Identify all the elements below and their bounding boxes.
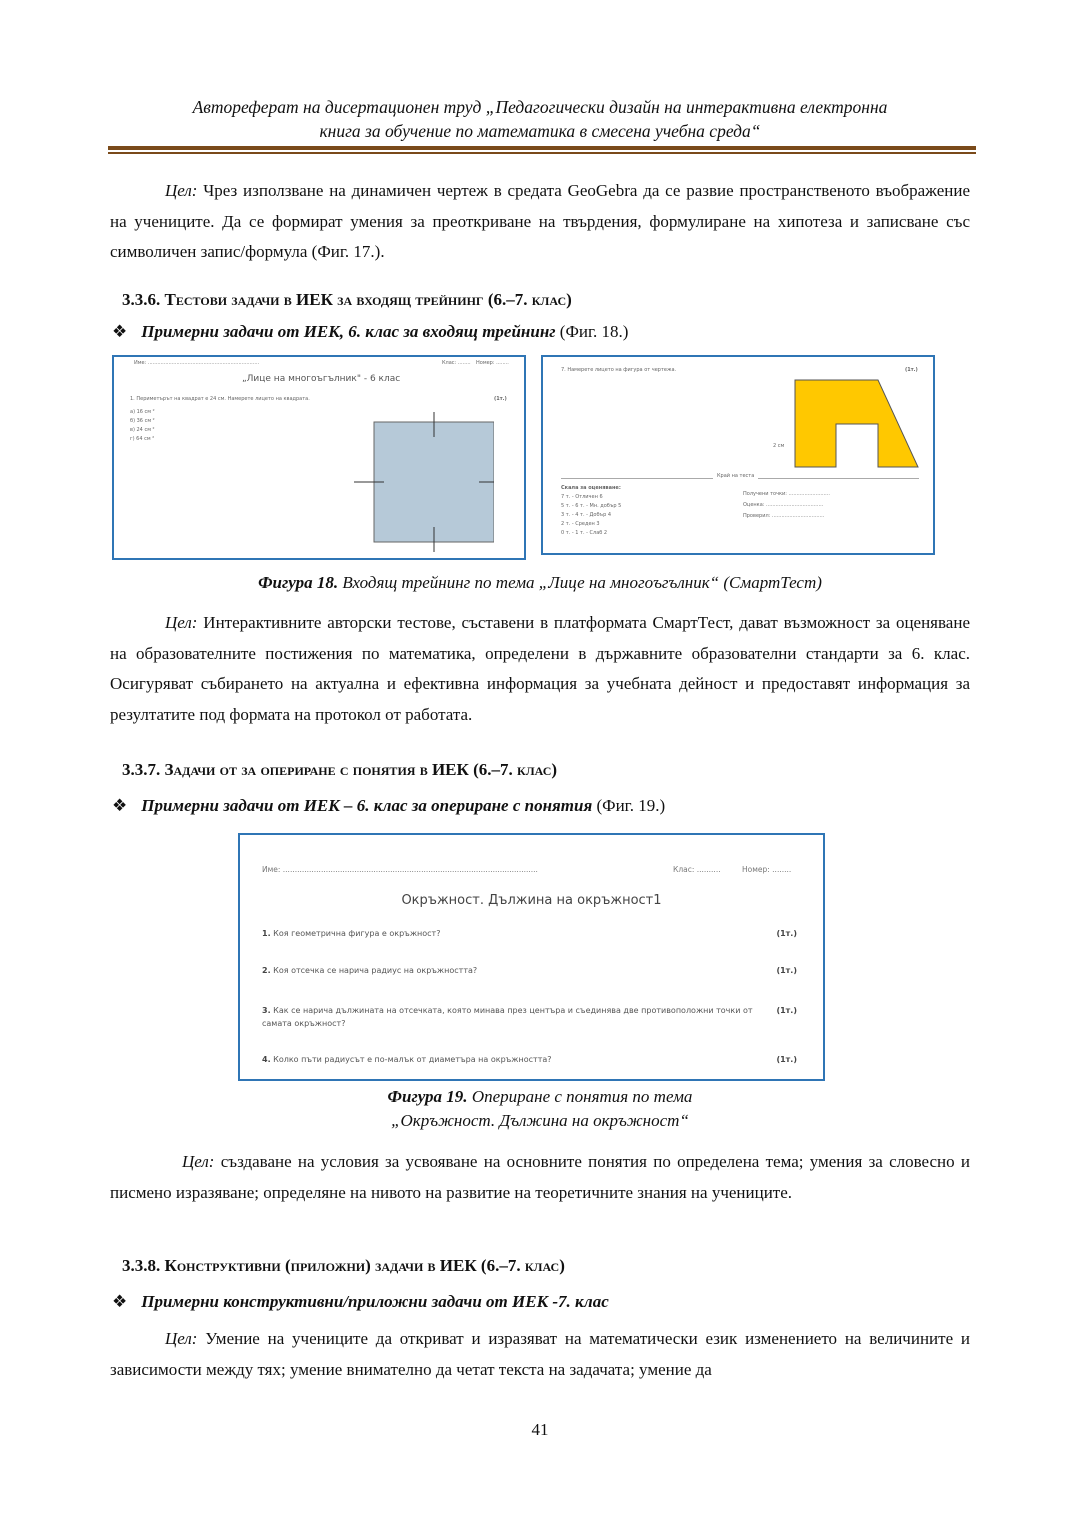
bullet-fig19: ❖ Примерни задачи от ИЕК – 6. клас за опериране с понятия (Фиг. 19.) xyxy=(112,796,666,815)
header-rule xyxy=(108,146,976,150)
question-4: 4. Колко пъти радиусът е по-малък от диаметъра на окръжността? (1т.) xyxy=(262,1055,797,1064)
figure-19: Име: ........................................................................................................... Клас: .......... Номер: ........ Окръжност. Дължина на окръжност1 1. Коя геометрична фигура е окръжност? (1т.) 2. Коя отсечка се нарича радиус на окръжността? (1т.) 3. Как се нарича дължината на отсечката, която минава през центъра и съединява две противоположни точки от самата окръжност? (1т.) 4. Колко пъти радиусът е по-малък от диаметъра на окръжността? (1т.) xyxy=(238,833,825,1081)
paragraph-goal-4: Цел: Умение на учениците да откриват и изразяват на математически език изменението на величините и зависимости между тях; умение внимателно да четат текста на задачата; умение да xyxy=(110,1329,970,1379)
question-2: 2. Коя отсечка се нарича радиус на окръжността? (1т.) xyxy=(262,966,797,975)
header-rule-thin xyxy=(108,152,976,154)
grading-scale: Скала за оценяване: 7 т. - Отличен 6 5 т. - 6 т. - Мн. добър 5 3 т. - 4 т. - Добър 4 2 т. - Среден 3 0 т. - 1 т. - Слаб 2 xyxy=(561,485,622,536)
polygon-drawing xyxy=(783,377,923,472)
square-drawing xyxy=(354,407,494,557)
paragraph-goal-2: Цел: Интерактивните авторски тестове, съставени в платформата СмартТест, дават възможност за оценяване на образователните постижения по математика, определени в държавните образователни стандарти за 6. клас. Осигуряват събирането на актуална и ефективна информация за учебната дейност и предоставят информация за резултатите под формата на протокол от работата. xyxy=(110,613,970,724)
bullet-icon: ❖ xyxy=(112,1292,128,1311)
section-heading-3-3-6: 3.3.6. Тестови задачи в ИЕК за входящ трейнинг (6.–7. клас) xyxy=(122,290,572,309)
question-3: 3. Как се нарича дължината на отсечката, която минава през центъра и съединява две противоположни точки от самата окръжност? (1т.) xyxy=(262,1006,797,1028)
figure-18-right: 7. Намерете лицето на фигура от чертежа. (1т.) 2 см Край на теста Скала за оценяване: 7 т. - Отличен 6 5 т. - 6 т. - Мн. добър 5 3 т. - 4 т. - Добър 4 2 т. - Среден 3 0 т. - 1 т. - Слаб 2 Получени точки: .......................... Оценка: .................................... Проверил: ................................. xyxy=(541,355,935,555)
section-heading-3-3-8: 3.3.8. Конструктивни (приложни) задачи в ИЕК (6.–7. клас) xyxy=(122,1256,565,1275)
page-number: 41 xyxy=(531,1420,549,1439)
bullet-icon: ❖ xyxy=(112,322,128,341)
question-1: 1. Коя геометрична фигура е окръжност? (1т.) xyxy=(262,929,797,938)
bullet-fig18: ❖ Примерни задачи от ИЕК, 6. клас за входящ трейнинг (Фиг. 18.) xyxy=(112,322,629,341)
paragraph-goal-3: Цел: създаване на условия за усвояване на основните понятия по определена тема; умения за словесно и писмено изразяване; определяне на нивото на развитие на теоретичните знания на учениците. xyxy=(110,1152,970,1202)
running-header: Автореферат на дисертационен труд „Педагогически дизайн на интерактивна електронна книга за обучение по математика в смесена учебна среда“ xyxy=(192,97,888,141)
paragraph-goal-1: Цел: Чрез използване на динамичен чертеж в средата GeoGebra да се развие пространственото въображение на учениците. Да се формират умения за преоткриване на твърдения, формулиране на хипотеза и записване със символичен запис/формула (Фиг. 17.). xyxy=(110,181,970,261)
figure-18-caption: Фигура 18. Входящ трейнинг по тема „Лице на многоъгълник“ (СмартТест) xyxy=(258,573,822,592)
options: а) 16 см ² б) 36 см ² в) 24 см ² г) 64 см ² xyxy=(130,409,155,442)
bullet-icon: ❖ xyxy=(112,796,128,815)
bullet-constructive: ❖ Примерни конструктивни/приложни задачи от ИЕК -7. клас xyxy=(112,1292,609,1311)
section-heading-3-3-7: 3.3.7. Задачи от за опериранe с понятия в ИЕК (6.–7. клас) xyxy=(122,760,558,779)
figure-18-left: Име: ...................................................................... Клас: ........ Номер: ........ „Лице на многоъгълник" - 6 клас 1. Периметърът на квадрат е 24 см. Намерете лицето на квадрата. (1т.) а) 16 см ² б) 36 см ² в) 24 см ² г) 64 см ² xyxy=(112,355,526,560)
result-fields: Получени точки: .......................... Оценка: .................................... Проверил: ................................. xyxy=(743,491,830,519)
figure-19-caption: Фигура 19. Опериране с понятия по тема „Окръжност. Дължина на окръжност“ xyxy=(387,1087,693,1130)
